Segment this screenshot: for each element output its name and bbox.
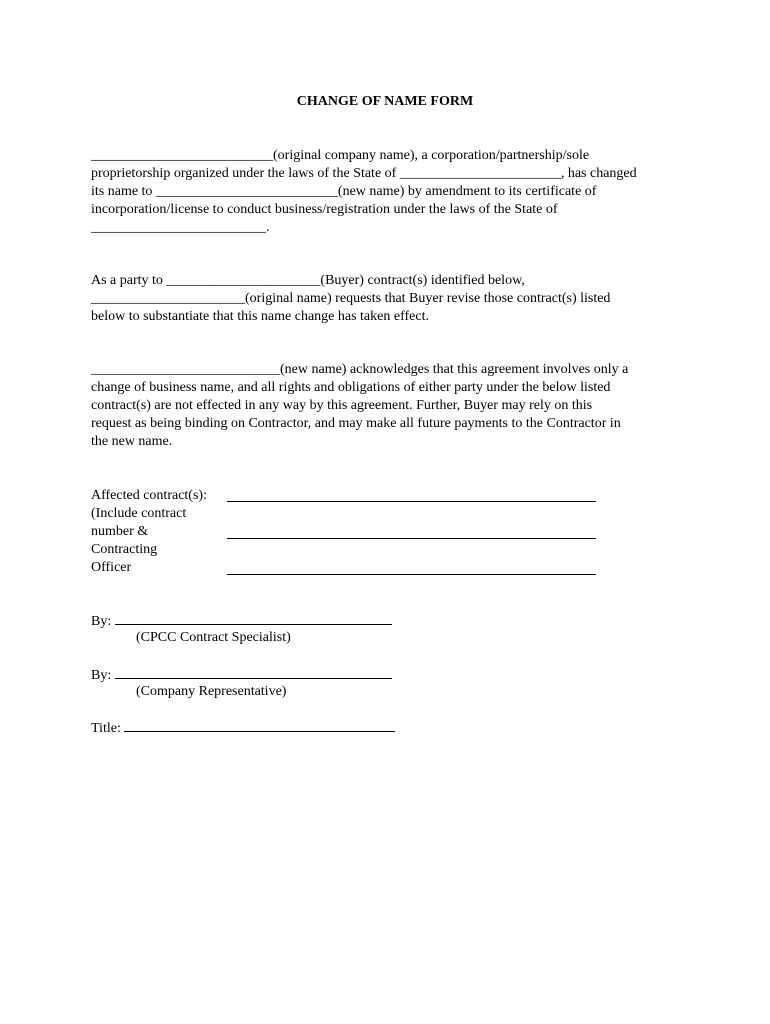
text-line: below to substantiate that this name change has taken effect. <box>91 309 429 324</box>
text-line: ______________________(original name) requests that Buyer revise those contract(s) listed <box>91 291 611 306</box>
company-signature-field[interactable] <box>115 665 392 679</box>
signature-by-cpcc <box>91 611 392 631</box>
paragraph-buyer-request <box>91 272 691 326</box>
label-line: number & <box>91 524 149 539</box>
signature-by-company <box>91 665 392 685</box>
signature-title <box>91 718 395 738</box>
text-line: ___________________________(new name) acknowledges that this agreement involves only a <box>91 362 629 377</box>
by-label: By: <box>91 614 112 629</box>
text-line: change of business name, and all rights and obligations of either party under the below listed <box>91 380 611 395</box>
text-line: _________________________. <box>91 220 270 235</box>
text-line: contract(s) are not effected in any way by this agreement. Further, Buyer may rely on this <box>91 398 593 413</box>
title-field[interactable] <box>124 718 395 732</box>
text-line: request as being binding on Contractor, and may make all future payments to the Contractor in <box>91 416 621 431</box>
label-line: (Include contract <box>91 506 187 521</box>
text-line: proprietorship organized under the laws of the State of _______________________, has changed <box>91 166 637 181</box>
label-line: Officer <box>91 560 132 575</box>
text-line: __________________________(original company name), a corporation/partnership/sole <box>91 148 590 163</box>
company-caption: (Company Representative) <box>136 684 287 699</box>
affected-contract-field-1[interactable] <box>227 501 596 502</box>
affected-contract-field-3[interactable] <box>227 574 596 575</box>
title-label: Title: <box>91 721 121 736</box>
paragraph-acknowledgement <box>91 361 691 451</box>
label-line: Contracting <box>91 542 158 557</box>
cpcc-caption: (CPCC Contract Specialist) <box>136 630 291 645</box>
affected-contract-field-2[interactable] <box>227 538 596 539</box>
form-title: CHANGE OF NAME FORM <box>296 94 474 109</box>
text-line: incorporation/license to conduct business/registration under the laws of the State of <box>91 202 558 217</box>
affected-contracts-label <box>91 487 207 577</box>
text-line: As a party to ______________________(Buyer) contract(s) identified below, <box>91 273 525 288</box>
paragraph-name-change <box>91 147 691 237</box>
cpcc-signature-field[interactable] <box>115 611 392 625</box>
by-label: By: <box>91 668 112 683</box>
text-line: its name to __________________________(new name) by amendment to its certificate of <box>91 184 597 199</box>
label-line: Affected contract(s): <box>91 488 207 503</box>
text-line: the new name. <box>91 434 173 449</box>
